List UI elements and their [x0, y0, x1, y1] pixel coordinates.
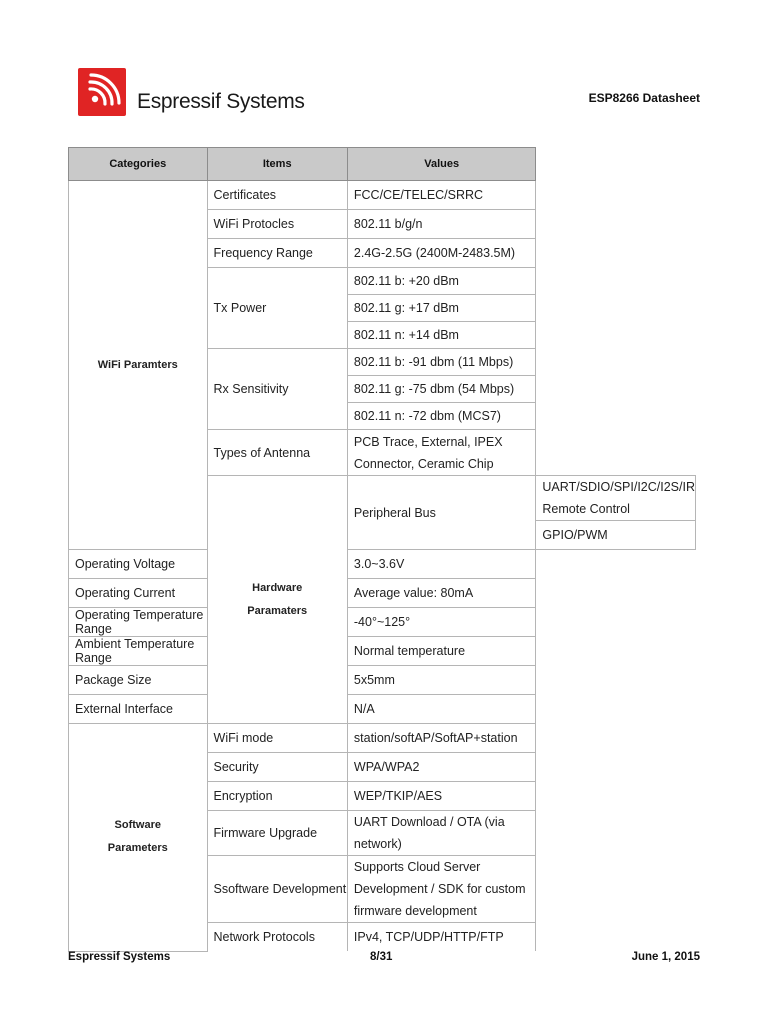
table-row: [69, 579, 696, 608]
value-cell: N/A: [347, 695, 536, 724]
value-cell: 802.11 n: +14 dBm: [347, 322, 536, 349]
category-wifi: [69, 181, 208, 550]
value-cell: UART/SDIO/SPI/I2C/I2S/IR Remote Control: [536, 476, 696, 521]
table-row: [69, 724, 696, 753]
table-row: [69, 181, 696, 210]
value-cell: 802.11 b/g/n: [347, 210, 536, 239]
item-cell: Ssoftware Development: [207, 856, 347, 923]
value-cell: 5x5mm: [347, 666, 536, 695]
item-cell: Network Protocols: [207, 923, 347, 952]
category-label: Parameters: [107, 842, 168, 855]
value-cell: -40°~125°: [347, 608, 536, 637]
value-cell: PCB Trace, External, IPEX Connector, Ceramic Chip: [347, 430, 536, 476]
item-cell: Rx Sensitivity: [207, 349, 347, 430]
category-software: [69, 724, 208, 952]
item-cell: Encryption: [207, 782, 347, 811]
table-row: [69, 608, 696, 637]
category-label: Hardware: [252, 581, 303, 594]
item-cell: Operating Temperature Range: [69, 608, 208, 637]
item-cell: Security: [207, 753, 347, 782]
item-cell: Ambient Temperature Range: [69, 637, 208, 666]
value-cell: Supports Cloud Server Development / SDK for custom firmware development: [347, 856, 536, 923]
column-header-categories: Categories: [69, 148, 208, 181]
table-row: [69, 666, 696, 695]
item-cell: Operating Current: [69, 579, 208, 608]
item-cell: Operating Voltage: [69, 550, 208, 579]
value-cell: station/softAP/SoftAP+station: [347, 724, 536, 753]
item-cell: Firmware Upgrade: [207, 811, 347, 856]
item-cell: Frequency Range: [207, 239, 347, 268]
table-row: [69, 550, 696, 579]
item-cell: Types of Antenna: [207, 430, 347, 476]
table-header-row: [69, 148, 696, 181]
item-cell: WiFi Protocles: [207, 210, 347, 239]
footer-company: Espressif Systems: [68, 951, 171, 963]
category-label: Paramaters: [247, 604, 308, 617]
item-cell: WiFi mode: [207, 724, 347, 753]
item-cell: External Interface: [69, 695, 208, 724]
item-cell: Package Size: [69, 666, 208, 695]
value-cell: Average value: 80mA: [347, 579, 536, 608]
specifications-table: [68, 147, 696, 952]
value-cell: WEP/TKIP/AES: [347, 782, 536, 811]
footer-date: June 1, 2015: [631, 951, 700, 963]
wifi-logo-icon: [78, 68, 126, 116]
category-label: Software: [114, 819, 161, 832]
category-label: WiFi Paramters: [97, 358, 178, 371]
item-cell: Certificates: [207, 181, 347, 210]
value-cell: IPv4, TCP/UDP/HTTP/FTP: [347, 923, 536, 952]
value-cell: 3.0~3.6V: [347, 550, 536, 579]
item-cell: Tx Power: [207, 268, 347, 349]
value-cell: Normal temperature: [347, 637, 536, 666]
value-cell: WPA/WPA2: [347, 753, 536, 782]
value-cell: 802.11 g: -75 dbm (54 Mbps): [347, 376, 536, 403]
column-header-items: Items: [207, 148, 347, 181]
document-title: ESP8266 Datasheet: [588, 91, 700, 105]
value-cell: UART Download / OTA (via network): [347, 811, 536, 856]
value-cell: 802.11 n: -72 dbm (MCS7): [347, 403, 536, 430]
value-cell: 802.11 b: -91 dbm (11 Mbps): [347, 349, 536, 376]
company-logo: [78, 68, 126, 116]
value-cell: 802.11 g: +17 dBm: [347, 295, 536, 322]
value-cell: GPIO/PWM: [536, 521, 696, 550]
value-cell: FCC/CE/TELEC/SRRC: [347, 181, 536, 210]
table-row: [69, 695, 696, 724]
company-name: Espressif Systems: [137, 90, 305, 113]
table-row: [69, 637, 696, 666]
footer-page-number: 8/31: [370, 951, 393, 963]
item-cell: Peripheral Bus: [347, 476, 536, 550]
value-cell: 802.11 b: +20 dBm: [347, 268, 536, 295]
category-hardware: [207, 476, 347, 724]
value-cell: 2.4G-2.5G (2400M-2483.5M): [347, 239, 536, 268]
column-header-values: Values: [347, 148, 536, 181]
